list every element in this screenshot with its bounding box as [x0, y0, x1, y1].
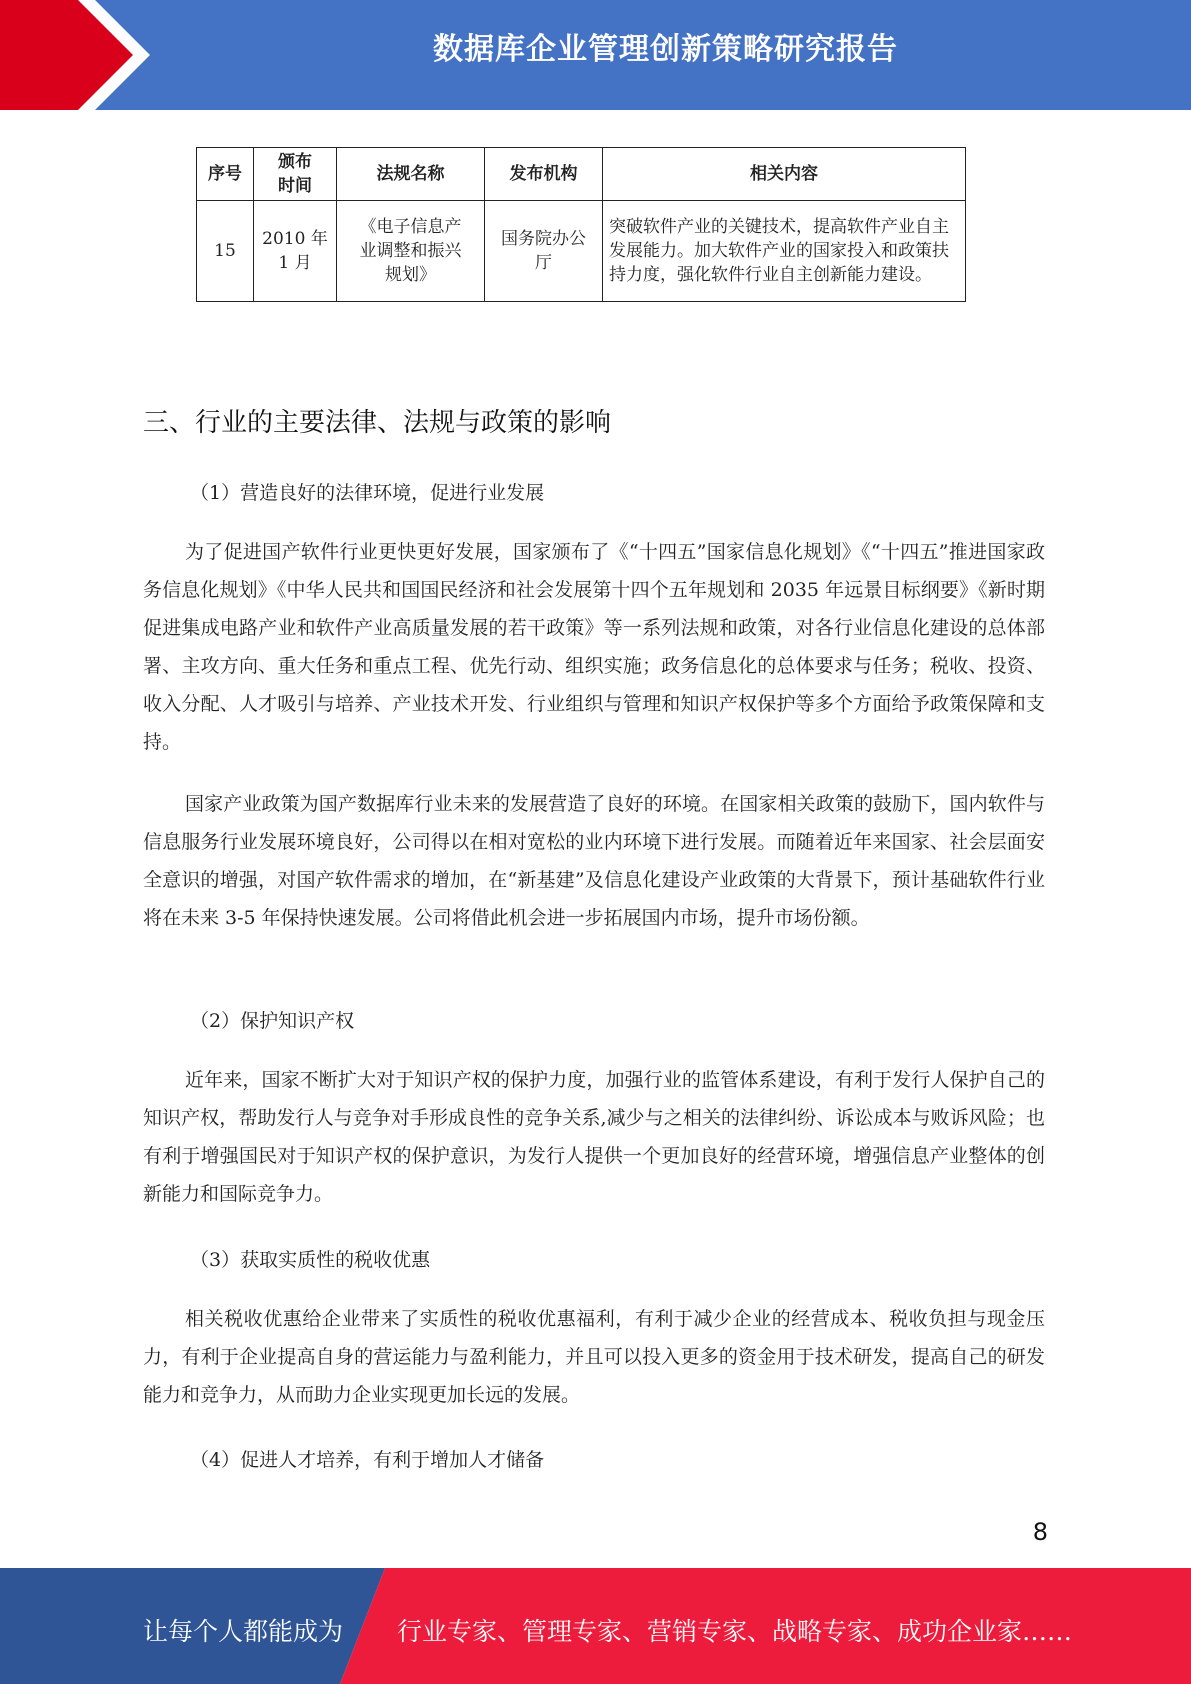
header-banner: [0, 0, 1191, 110]
document-title: 数据库企业管理创新策略研究报告: [433, 32, 898, 67]
paragraph-4: 相关税收优惠给企业带来了实质性的税收优惠福利，有利于减少企业的经营成本、税收负担与现金压力，有利于企业提高自身的营运能力与盈利能力，并且可以投入更多的资金用于技术研发，提高自己的研发能力和竞争力，从而助力企业实现更加长远的发展。: [143, 1308, 1045, 1406]
col-header-content: 相关内容: [603, 148, 966, 201]
cell-no: 15: [197, 201, 254, 302]
cell-name: 《电子信息产 业调整和振兴 规划》: [337, 201, 485, 302]
col-header-name: 法规名称: [337, 148, 485, 201]
header-arrow-graphic: [0, 0, 150, 110]
cell-issuer: 国务院办公 厅: [485, 201, 603, 302]
cell-date: 2010 年 1 月: [254, 201, 337, 302]
section-heading: 三、行业的主要法律、法规与政策的影响: [143, 408, 612, 438]
col-header-no: 序号: [197, 148, 254, 201]
regulations-table: [196, 147, 966, 302]
cell-content: 突破软件产业的关键技术，提高软件产业自主发展能力。加大软件产业的国家投入和政策扶持力度，强化软件行业自主创新能力建设。: [603, 201, 966, 302]
subheading-2: （2）保护知识产权: [190, 1010, 355, 1032]
subheading-1: （1）营造良好的法律环境，促进行业发展: [190, 482, 545, 504]
subheading-4: （4）促进人才培养，有利于增加人才储备: [190, 1449, 545, 1471]
table-row: [197, 201, 966, 302]
paragraph-3: 近年来，国家不断扩大对于知识产权的保护力度，加强行业的监管体系建设，有利于发行人保护自己的知识产权，帮助发行人与竞争对手形成良性的竞争关系,减少与之相关的法律纠纷、诉讼成本与败诉风险；也有利于增强国民对于知识产权的保护意识，为发行人提供一个更加良好的经营环境，增强信息产业整体的创新能力和国际竞争力。: [143, 1069, 1045, 1205]
page-number: 8: [1032, 1518, 1048, 1546]
subheading-3: （3）获取实质性的税收优惠: [190, 1249, 431, 1271]
footer-slogan-left: 让每个人都能成为: [143, 1617, 344, 1646]
col-header-issuer: 发布机构: [485, 148, 603, 201]
paragraph-1: 为了促进国产软件行业更快更好发展，国家颁布了《“十四五”国家信息化规划》《“十四五”推进国家政务信息化规划》《中华人民共和国国民经济和社会发展第十四个五年规划和 2035 年远景目标纲要》《新时期促进集成电路产业和软件产业高质量发展的若干政策》等一系列法规和政策，对各行业信息化建设的总体部署、主攻方向、重大任务和重点工程、优先行动、组织实施；政务信息化的总体要求与任务；税收、投资、收入分配、人才吸引与培养、产业技术开发、行业组织与管理和知识产权保护等多个方面给予政策保障和支持。: [143, 541, 1045, 753]
paragraph-2: 国家产业政策为国产数据库行业未来的发展营造了良好的环境。在国家相关政策的鼓励下，国内软件与信息服务行业发展环境良好，公司得以在相对宽松的业内环境下进行发展。而随着近年来国家、社会层面安全意识的增强，对国产软件需求的增加，在“新基建”及信息化建设产业政策的大背景下，预计基础软件行业将在未来 3-5 年保持快速发展。公司将借此机会进一步拓展国内市场，提升市场份额。: [143, 793, 1045, 929]
footer-slogan-right: 行业专家、管理专家、营销专家、战略专家、成功企业家……: [397, 1617, 1073, 1646]
table-header-row: [197, 148, 966, 201]
col-header-date: 颁布 时间: [254, 148, 337, 201]
